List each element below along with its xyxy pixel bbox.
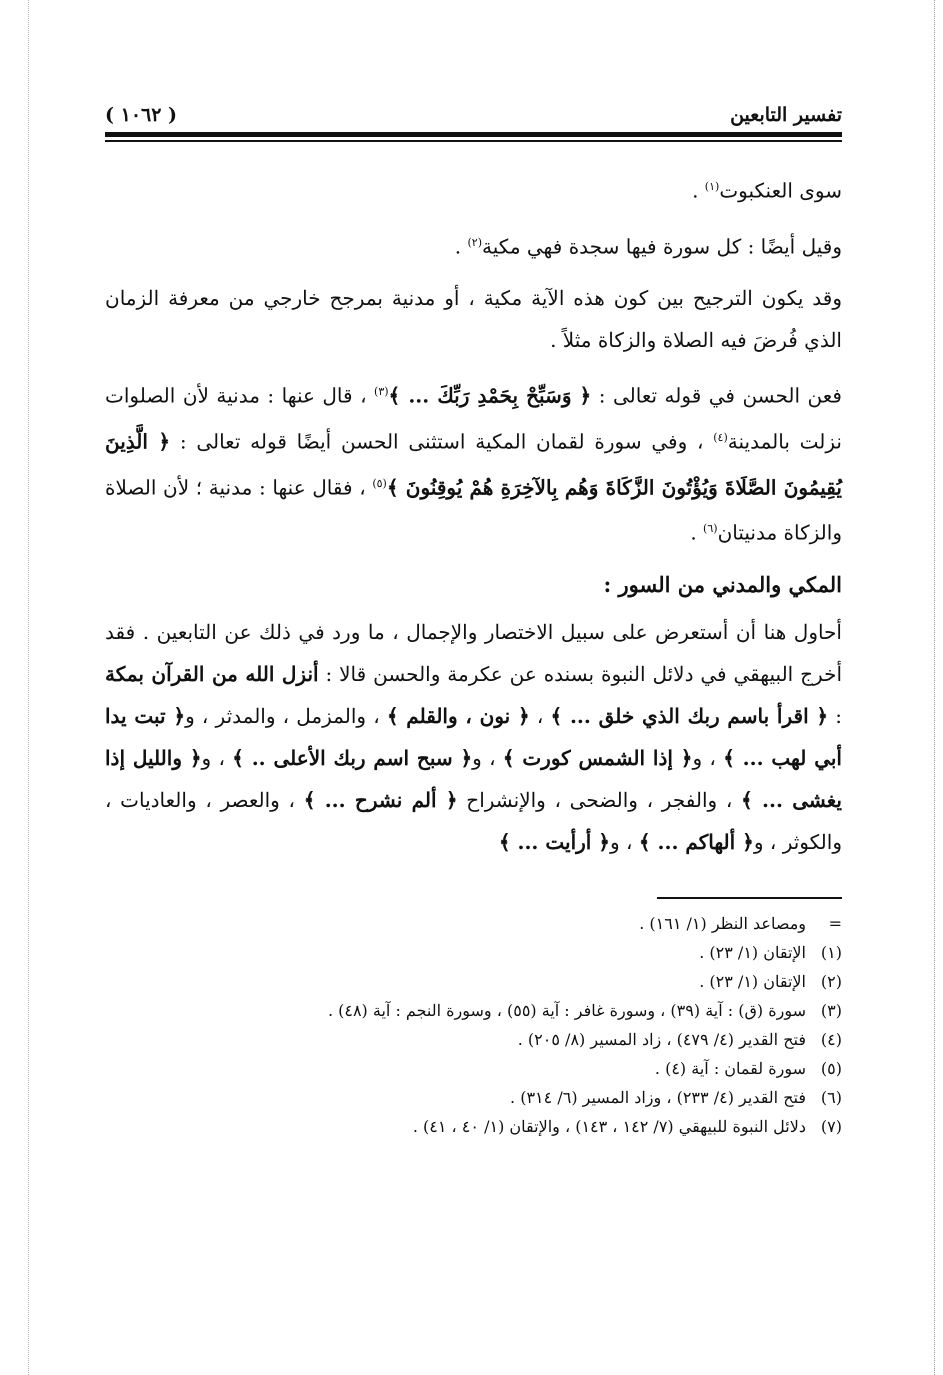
quran-verse-2: ﴿ الَّذِينَ يُقِيمُونَ الصَّلَاةَ وَيُؤْتُونَ الزَّكَاةَ وَهُم بِالآخِرَةِ هُمْ يُوقِنُونَ ﴾ [105,429,842,500]
footnote-7 [105,1112,842,1141]
paragraph-3: وقد يكون الترجيح بين كون هذه الآية مكية ، أو مدنية بمرجح خارجي من معرفة الزمان الذي فُرضَ فيه الصلاة والزكاة مثلاً . [105,286,842,353]
surah-name-4: ﴿ إذا الشمس كورت ﴾ [502,745,693,770]
footnote-ref-4: (٤) [713,430,728,444]
footnote-ref-3: (٣) [374,385,389,399]
footnote-text: دلائل النبوة للبيهقي (٧/ ١٤٢ ، ١٤٣) ، والإتقان (١/ ٤٠ ، ٤١) . [412,1116,806,1136]
footnote-2 [105,967,842,996]
footnote-text: سورة (ق) : آية (٣٩) ، وسورة غافر : آية (٥٥) ، وسورة النجم : آية (٤٨) . [327,1000,806,1020]
surah-name-9: ﴿ أرأيت ... ﴾ [498,829,611,854]
p5-text-j: ، و [610,829,639,854]
p5-text-i: ، والعصر ، والعاديات ، والكوثر ، و [105,787,842,854]
footnote-number: (٢) [820,971,842,991]
footnote-text: ومصاعد النظر (١/ ١٦١) . [639,913,806,933]
p5-text-g: ، و [201,745,233,770]
paragraph-2 [105,222,842,268]
scan-edge-left [28,0,29,1375]
paragraph-1 [105,166,842,212]
paragraph-2-end: . [454,234,468,259]
p4-text-a: فعن الحسن في قوله تعالى : [591,383,842,408]
paragraph-4 [105,371,842,554]
footnote-text: فتح القدير (٤/ ٢٣٣) ، وزاد المسير (٦/ ٣١٤) . [510,1087,806,1107]
surah-name-2: ﴿ نون ، والقلم ﴾ [386,703,530,728]
page-header [105,96,842,126]
surah-name-7: ﴿ ألم نشرح ... ﴾ [303,787,458,812]
p5-text-d: ، والمزمل ، والمدثر ، و [185,703,387,728]
footnote-text: الإتقان (١/ ٢٣) . [699,942,806,962]
p5-quote: أنزل الله من القرآن بمكة [105,661,319,686]
p5-text-c: : [828,703,843,728]
footnote-3 [105,996,842,1025]
p4-text-e: . [690,520,704,545]
book-page [105,96,842,1296]
footnote-number: = [828,913,842,933]
footnote-text: فتح القدير (٤/ ٤٧٩) ، زاد المسير (٨/ ٢٠٥) . [517,1029,806,1049]
section-heading: المكي والمدني من السور : [603,571,842,597]
footnotes [105,909,842,1141]
p4-text-b: ، قال عنها : مدنية لأن الصلوات نزلت بالمدينة [105,383,842,454]
p4-text-d: ، فقال عنها : مدنية ؛ لأن الصلاة والزكاة مدنيتان [105,475,842,545]
footnote-rule [657,897,842,899]
footnote-text: الإتقان (١/ ٢٣) . [699,971,806,991]
footnote-number: (٦) [820,1087,842,1107]
header-rule-thin [105,140,842,142]
footnote-number: (٥) [820,1058,842,1078]
page-content [105,166,842,863]
footnote-ref-5: (٥) [372,476,387,490]
header-rule-thick [105,132,842,137]
footnote-number: (٣) [820,1000,842,1020]
p5-text-a: أحاول هنا أن أستعرض على سبيل الاختصار والإجمال ، ما ورد في ذلك عن التابعين . فقد أخرج البيهقي في دلائل النبوة بسنده عن عكرمة والحسن قالا : [105,619,842,686]
p5-text-f: ، و [472,745,503,770]
p5-text-h: ، والفجر ، والضحى ، والإنشراح [457,787,742,812]
surah-name-5: ﴿ سبح اسم ربك الأعلى .. ﴾ [232,745,473,770]
footnote-number: (١) [820,942,842,962]
quran-verse-1: ﴿ وَسَبِّحْ بِحَمْدِ رَبِّكَ ... ﴾ [388,383,592,408]
paragraph-5 [105,611,842,863]
paragraph-1-text: سوى العنكبوت [719,178,842,203]
footnote-1 [105,938,842,967]
surah-name-6: ﴿ والليل إذا يغشى ... ﴾ [105,745,842,812]
footnote-text: سورة لقمان : آية (٤) . [654,1058,806,1078]
footnote-6 [105,1083,842,1112]
footnote-ref-2: (٢) [467,235,483,249]
footnote-4 [105,1025,842,1054]
p4-text-c: ، وفي سورة لقمان المكية استثنى الحسن أيضًا قوله تعالى : [170,429,714,454]
footnote-ref-1: (١) [704,180,720,193]
surah-name-3: ﴿ تبت يدا أبي لهب ... ﴾ [105,703,842,770]
book-title: تفسير التابعين [730,104,842,126]
paragraph-1-end: . [692,178,705,203]
footnote-number: (٧) [820,1116,842,1136]
surah-name-1: ﴿ اقرأ باسم ربك الذي خلق ... ﴾ [550,703,829,728]
footnote-number: (٤) [820,1029,842,1049]
paragraph-2-text: وقيل أيضًا : كل سورة فيها سجدة فهي مكية [482,234,842,259]
footnote-ref-6: (٦) [703,522,718,536]
p5-text-e: ، و [692,745,724,770]
scan-edge-right [934,0,935,1375]
surah-name-8: ﴿ ألهاكم ... ﴾ [638,829,754,854]
footnote-continued [105,909,842,938]
p5-sep-1: ، [529,703,551,728]
footnote-5 [105,1054,842,1083]
page-number: ( ١٠٦٢ ) [105,104,178,126]
